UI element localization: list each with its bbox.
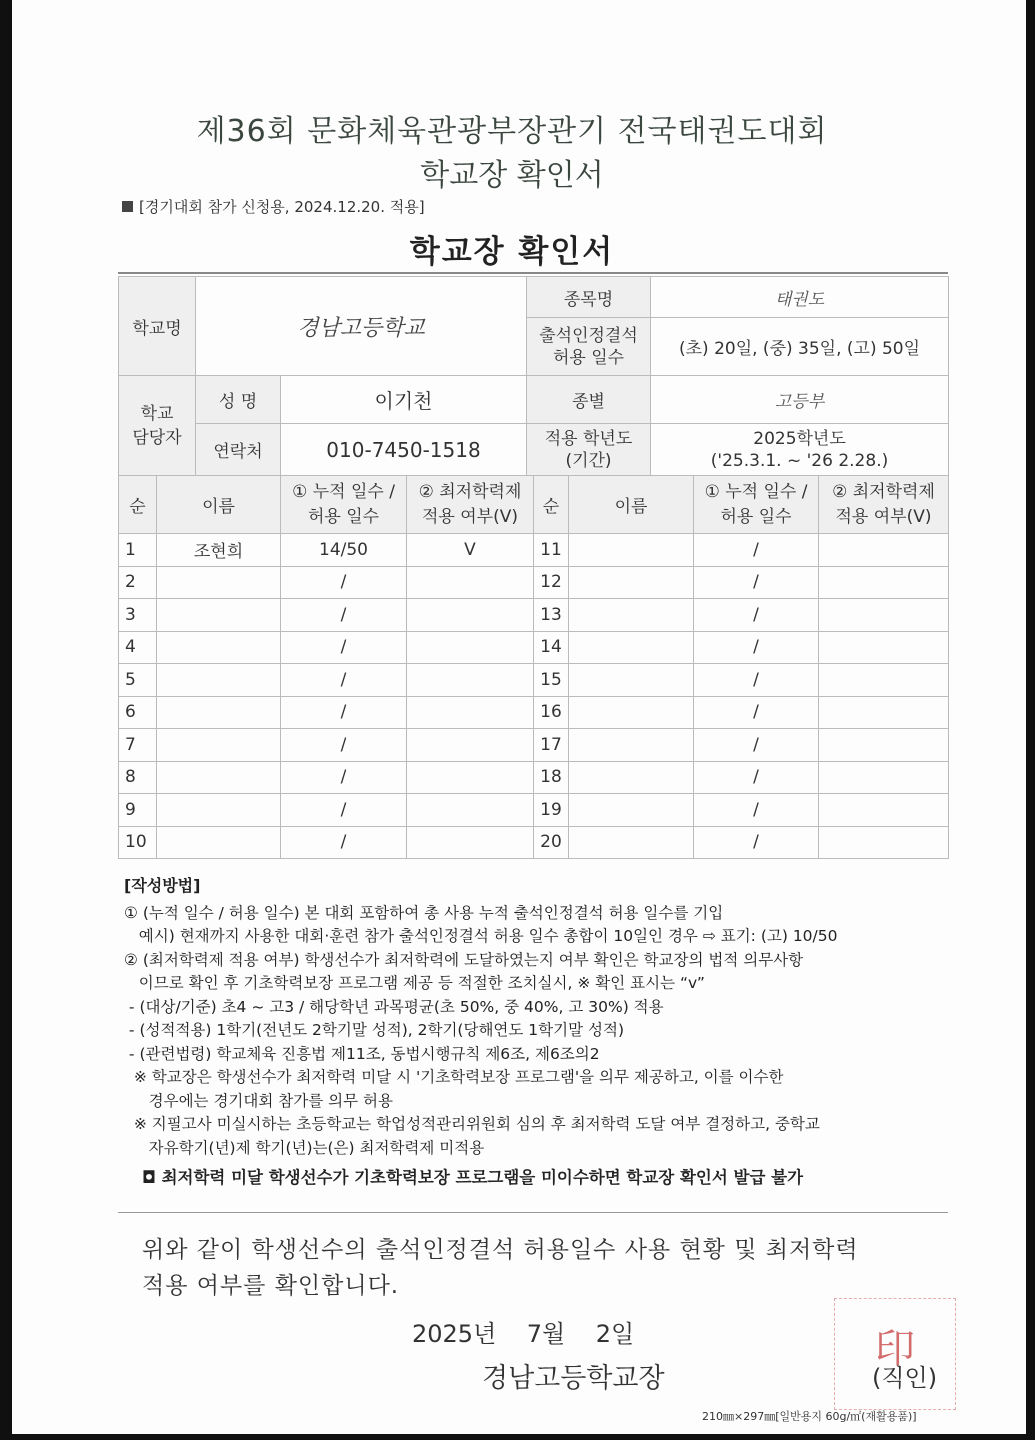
header-days-2: ① 누적 일수 / 허용 일수: [694, 476, 819, 534]
table-row: [119, 696, 949, 729]
document-title: 제36회 문화체육관광부장관기 전국태권도대회: [196, 114, 828, 149]
instruction-line: ◘ 최저학력 미달 학생선수가 기초학력보장 프로그램을 미이수하면 학교장 확인서 발급 불가: [142, 1168, 804, 1187]
row-number: 8: [119, 761, 157, 794]
document-subtitle: 학교장 확인서: [420, 158, 604, 193]
row-number: 6: [119, 696, 157, 729]
table-row: [119, 761, 949, 794]
min-achievement-check: [407, 729, 534, 762]
instruction-line: ① (누적 일수 / 허용 일수) 본 대회 포함하여 총 사용 누적 출석인정결석 허용 일수를 기입: [124, 903, 724, 922]
seal-label: (직인): [872, 1364, 938, 1392]
header-name-2: 이름: [569, 476, 694, 534]
header-name: 이름: [157, 476, 281, 534]
confirmation-line-1: 위와 같이 학생선수의 출석인정결석 허용일수 사용 현황 및 최저학력: [142, 1237, 859, 1263]
row-number-2: 16: [534, 696, 569, 729]
contact-phone-value: 010-7450-1518: [281, 424, 527, 476]
days-used: /: [281, 761, 407, 794]
student-name: [157, 566, 281, 599]
days-used: /: [281, 631, 407, 664]
row-number-2: 19: [534, 794, 569, 827]
instruction-line: ※ 학교장은 학생선수가 최저학력 미달 시 '기초학력보장 프로그램'을 의무 제공하고, 이를 이수한: [124, 1068, 784, 1086]
instructions: [124, 874, 954, 1190]
contact-name-label: 성 명: [196, 376, 281, 424]
student-name: [157, 826, 281, 859]
event-label: 종목명: [527, 277, 651, 318]
days-used: /: [281, 566, 407, 599]
min-achievement-check-2: [819, 664, 949, 697]
student-name-2: [569, 534, 694, 567]
row-number-2: 11: [534, 534, 569, 567]
min-achievement-check: [407, 631, 534, 664]
table-row: [119, 534, 949, 567]
instruction-line: ※ 지필고사 미실시하는 초등학교는 학업성적관리위원회 심의 후 최저학력 도달 여부 결정하고, 중학교: [124, 1115, 820, 1133]
table-row: [119, 599, 949, 632]
student-name: [157, 599, 281, 632]
days-used: /: [281, 826, 407, 859]
min-achievement-check: [407, 761, 534, 794]
student-name-2: [569, 664, 694, 697]
paper-spec-footer: 210㎜×297㎜[일반용지 60g/㎡(재활용품)]: [702, 1410, 917, 1423]
row-number-2: 14: [534, 631, 569, 664]
school-info-table: [118, 276, 949, 476]
days-used-2: /: [694, 794, 819, 827]
days-used-2: /: [694, 599, 819, 632]
table-row: [119, 794, 949, 827]
days-used: /: [281, 599, 407, 632]
student-name: [157, 729, 281, 762]
min-achievement-check: [407, 794, 534, 827]
roster-body: [119, 534, 949, 859]
application-note: [122, 196, 425, 217]
days-used: /: [281, 794, 407, 827]
header-min-achievement-2: ② 최저학력제 적용 여부(V): [819, 476, 949, 534]
days-used: 14/50: [281, 534, 407, 567]
header-no-2: 순: [534, 476, 569, 534]
days-used: /: [281, 696, 407, 729]
student-name-2: [569, 566, 694, 599]
header-no: 순: [119, 476, 157, 534]
row-number-2: 17: [534, 729, 569, 762]
days-used-2: /: [694, 729, 819, 762]
min-achievement-check-2: [819, 761, 949, 794]
table-row: [119, 664, 949, 697]
instruction-line: 자유학기(년)제 학기(년)는(은) 최저학력제 미적용: [124, 1138, 485, 1157]
student-name-2: [569, 599, 694, 632]
student-name: [157, 664, 281, 697]
table-row: [119, 566, 949, 599]
instructions-title: [작성방법]: [124, 876, 201, 895]
instruction-line: - (대상/기준) 초4 ~ 고3 / 해당학년 과목평균(초 50%, 중 40%, 고 30%) 적용: [124, 997, 664, 1016]
min-achievement-check-2: [819, 794, 949, 827]
divider: [118, 272, 948, 274]
student-name-2: [569, 729, 694, 762]
confirmation-line-2: 적용 여부를 확인합니다.: [142, 1273, 400, 1299]
contact-person-label: 학교 담당자: [119, 376, 196, 476]
days-used: /: [281, 664, 407, 697]
row-number: 9: [119, 794, 157, 827]
row-number-2: 20: [534, 826, 569, 859]
school-name-label: 학교명: [119, 277, 196, 376]
instructions-list: [124, 902, 954, 1190]
confirmation-date: 2025년 7월 2일: [412, 1320, 635, 1348]
row-number-2: 12: [534, 566, 569, 599]
student-name-2: [569, 826, 694, 859]
min-achievement-check-2: [819, 696, 949, 729]
event-value: 태권도: [651, 277, 949, 318]
min-achievement-check-2: [819, 534, 949, 567]
school-year-value: 2025학년도 ('25.3.1. ~ '26 2.28.): [651, 424, 949, 476]
days-used: /: [281, 729, 407, 762]
square-bullet-icon: [122, 201, 133, 212]
student-name: [157, 761, 281, 794]
min-achievement-check: [407, 826, 534, 859]
student-name: [157, 794, 281, 827]
row-number: 4: [119, 631, 157, 664]
student-name-2: [569, 696, 694, 729]
row-number: 7: [119, 729, 157, 762]
student-name: [157, 631, 281, 664]
min-achievement-check-2: [819, 631, 949, 664]
allowed-days-value: (초) 20일, (중) 35일, (고) 50일: [651, 318, 949, 376]
form-heading: 학교장 확인서: [409, 234, 615, 270]
instruction-line: 경우에는 경기대회 참가를 의무 허용: [124, 1091, 393, 1110]
instruction-line: - (성적적용) 1학기(전년도 2학기말 성적), 2학기(당해연도 1학기말 성적): [124, 1021, 624, 1039]
days-used-2: /: [694, 826, 819, 859]
application-note-text: [경기대회 참가 신청용, 2024.12.20. 적용]: [139, 198, 425, 216]
row-number-2: 13: [534, 599, 569, 632]
principal-signature-name: 경남고등학교장: [482, 1363, 665, 1394]
row-number: 10: [119, 826, 157, 859]
min-achievement-check-2: [819, 729, 949, 762]
student-name: 조현희: [157, 534, 281, 567]
divider: [118, 1212, 948, 1213]
header-days: ① 누적 일수 / 허용 일수: [281, 476, 407, 534]
document-page: [12, 0, 1026, 1434]
min-achievement-check: [407, 566, 534, 599]
table-row: [119, 826, 949, 859]
days-used-2: /: [694, 664, 819, 697]
roster-header-row: [119, 476, 949, 534]
min-achievement-check-2: [819, 826, 949, 859]
confirmation-statement: [142, 1232, 942, 1304]
category-label: 종별: [527, 376, 651, 424]
row-number: 5: [119, 664, 157, 697]
days-used-2: /: [694, 761, 819, 794]
row-number: 3: [119, 599, 157, 632]
category-value: 고등부: [651, 376, 949, 424]
student-name: [157, 696, 281, 729]
instruction-line: ② (최저학력제 적용 여부) 학생선수가 최저학력에 도달하였는지 여부 확인은 학교장의 법적 의무사항: [124, 950, 804, 969]
student-name-2: [569, 794, 694, 827]
instruction-line: - (관련법령) 학교체육 진흥법 제11조, 동법시행규칙 제6조, 제6조의2: [124, 1044, 600, 1063]
min-achievement-check-2: [819, 566, 949, 599]
contact-name-value: 이기천: [281, 376, 527, 424]
student-name-2: [569, 631, 694, 664]
student-name-2: [569, 761, 694, 794]
row-number-2: 18: [534, 761, 569, 794]
row-number-2: 15: [534, 664, 569, 697]
row-number: 2: [119, 566, 157, 599]
days-used-2: /: [694, 696, 819, 729]
instruction-line: 이므로 확인 후 기초학력보장 프로그램 제공 등 적절한 조치실시, ※ 확인 표시는 “v”: [124, 974, 705, 992]
student-roster-table: [118, 475, 949, 859]
school-year-label: 적용 학년도 (기간): [527, 424, 651, 476]
table-row: [119, 631, 949, 664]
min-achievement-check-2: [819, 599, 949, 632]
min-achievement-check: [407, 664, 534, 697]
header-min-achievement: ② 최저학력제 적용 여부(V): [407, 476, 534, 534]
allowed-days-label: 출석인정결석 허용 일수: [527, 318, 651, 376]
contact-phone-label: 연락처: [196, 424, 281, 476]
min-achievement-check: V: [407, 534, 534, 567]
table-row: [119, 729, 949, 762]
days-used-2: /: [694, 534, 819, 567]
min-achievement-check: [407, 696, 534, 729]
row-number: 1: [119, 534, 157, 567]
days-used-2: /: [694, 631, 819, 664]
school-name-value: 경남고등학교: [196, 277, 527, 376]
instruction-line: 예시) 현재까지 사용한 대회·훈련 참가 출석인정결석 허용 일수 총합이 10일인 경우 ⇨ 표기: (고) 10/50: [124, 927, 838, 945]
min-achievement-check: [407, 599, 534, 632]
official-seal-stamp: 印: [834, 1298, 956, 1410]
days-used-2: /: [694, 566, 819, 599]
